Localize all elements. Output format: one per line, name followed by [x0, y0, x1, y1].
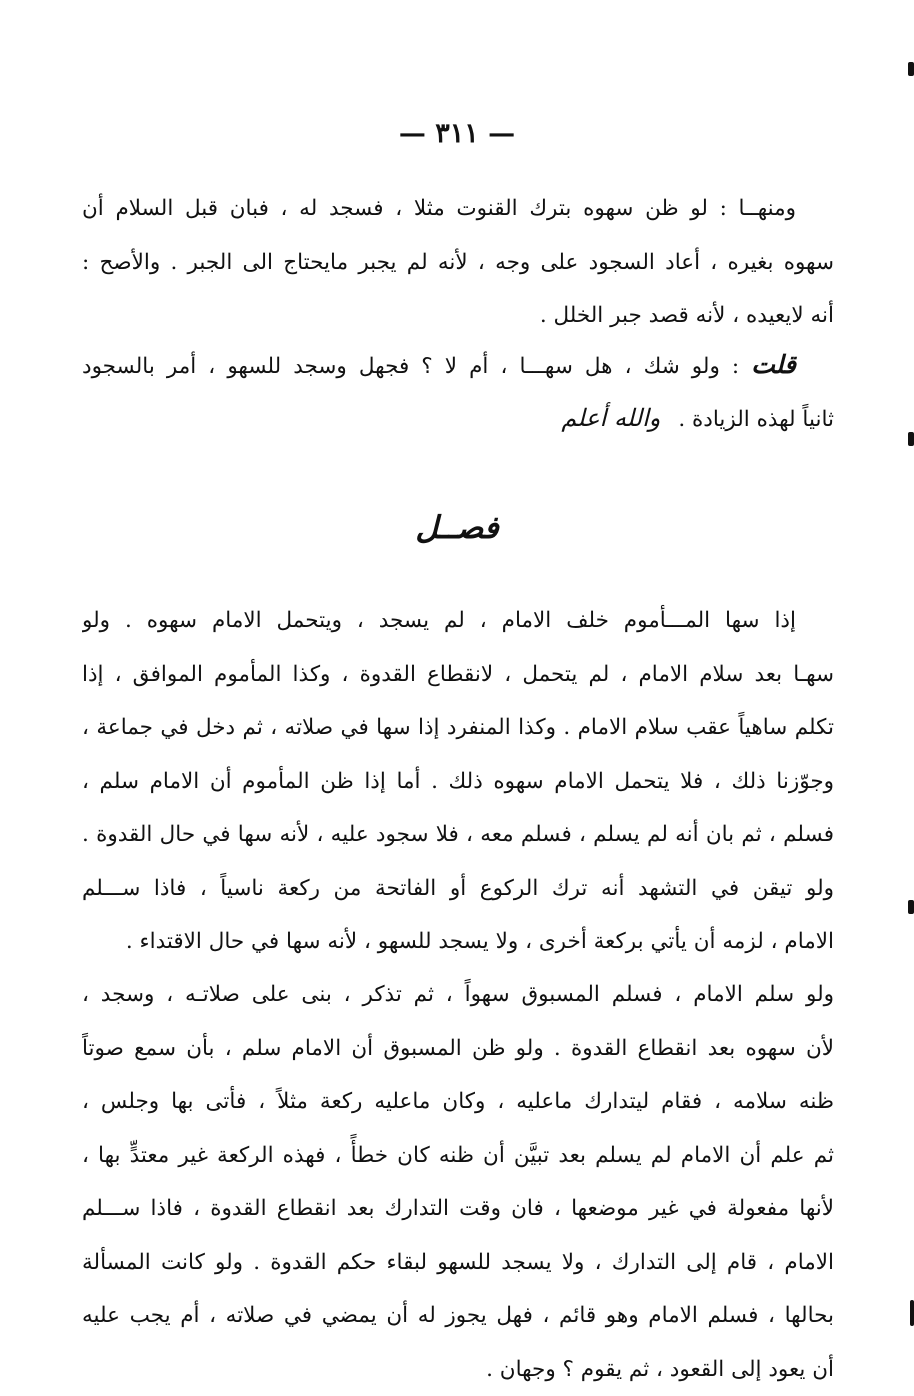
paragraph-line: ولو سلم الامام ، فسلم المسبوق سهواً ، ثم تذكر ، بنى على صلاتـه ، وسجد ، — [82, 968, 834, 1022]
paragraph-line: سهوه بغيره ، أعاد السجود على وجه ، لأنه لم يجبر مايحتاج الى الجبر . والأصح : — [82, 236, 834, 290]
paragraph-line: وجوّزنا ذلك ، فلا يتحمل الامام سهوه ذلك . أما إذا ظن المأموم أن الامام سلم ، — [82, 755, 834, 809]
paragraph-line: فسلم ، ثم بان أنه لم يسلم ، فسلم معه ، فلا سجود عليه ، لأنه سها في حال القدوة . — [82, 808, 834, 862]
edge-mark-bottom — [910, 1300, 914, 1326]
paragraph-1 — [82, 182, 834, 343]
section-heading: فصــل — [0, 510, 914, 546]
paragraph-line: الامام ، لزمه أن يأتي بركعة أخرى ، ولا يسجد للسهو ، لأنه سها في حال الاقتداء . — [82, 915, 834, 969]
edge-mark-top — [908, 62, 914, 76]
paragraph-line: أنه لايعيده ، لأنه قصد جبر الخلل . — [82, 289, 834, 343]
paragraph-line — [82, 392, 834, 446]
paragraph-line-text: : ولو شك ، هل سهـــا ، أم لا ؟ فجهل وسجد للسهو ، أمر بالسجود — [82, 354, 739, 379]
paragraph-2 — [82, 338, 834, 445]
paragraph-3 — [82, 594, 834, 969]
paragraph-line — [82, 338, 834, 392]
paragraph-line: لأن سهوه بعد انقطاع القدوة . ولو ظن المسبوق أن الامام سلم ، بأن سمع صوتاً — [82, 1022, 834, 1076]
paragraph-line: تكلم ساهياً عقب سلام الامام . وكذا المنفرد إذا سها في صلاته ، ثم دخل في جماعة ، — [82, 701, 834, 755]
paragraph-line: ثم علم أن الامام لم يسلم بعد تبيَّن أن ظنه كان خطأً ، فهذه الركعة غير معتدٍّ بها ، — [82, 1129, 834, 1183]
paragraph-line: الامام ، قام إلى التدارك ، ولا يسجد للسهو لبقاء حكم القدوة . ولو كانت المسألة — [82, 1236, 834, 1290]
paragraph-4 — [82, 968, 834, 1396]
paragraph-line: بحالها ، فسلم الامام وهو قائم ، فهل يجوز له أن يمضي في صلاته ، أم يجب عليه — [82, 1289, 834, 1343]
paragraph-line: أن يعود إلى القعود ، ثم يقوم ؟ وجهان . — [82, 1343, 834, 1396]
paragraph-line: لأنها مفعولة في غير موضعها ، فان وقت التدارك بعد انقطاع القدوة ، فاذا ســـلم — [82, 1182, 834, 1236]
edge-mark-middle-1 — [908, 432, 914, 446]
paragraph-line: ولو تيقن في التشهد أنه ترك الركوع أو الفاتحة من ركعة ناسياً ، فاذا ســـلم — [82, 862, 834, 916]
paragraph-line: إذا سها المـــأموم خلف الامام ، لم يسجد ، ويتحمل الامام سهوه . ولو — [82, 594, 834, 648]
closing-phrase: والله أعلم — [561, 404, 660, 432]
paragraph-line: سهـا بعد سلام الامام ، لم يتحمل ، لانقطاع القدوة ، وكذا المأموم الموافق ، إذا — [82, 648, 834, 702]
paragraph-line: ظنه سلامه ، فقام ليتدارك ماعليه ، وكان ماعليه ركعة مثلاً ، فأتى بها وجلس ، — [82, 1075, 834, 1129]
page-number: — ٣١١ — — [0, 118, 914, 149]
qult-label: قلت — [751, 350, 796, 379]
paragraph-line: ومنهــا : لو ظن سهوه بترك القنوت مثلا ، فسجد له ، فبان قبل السلام أن — [82, 182, 834, 236]
paragraph-line-text: ثانياً لهذه الزيادة . — [678, 407, 834, 432]
edge-mark-middle-2 — [908, 900, 914, 914]
